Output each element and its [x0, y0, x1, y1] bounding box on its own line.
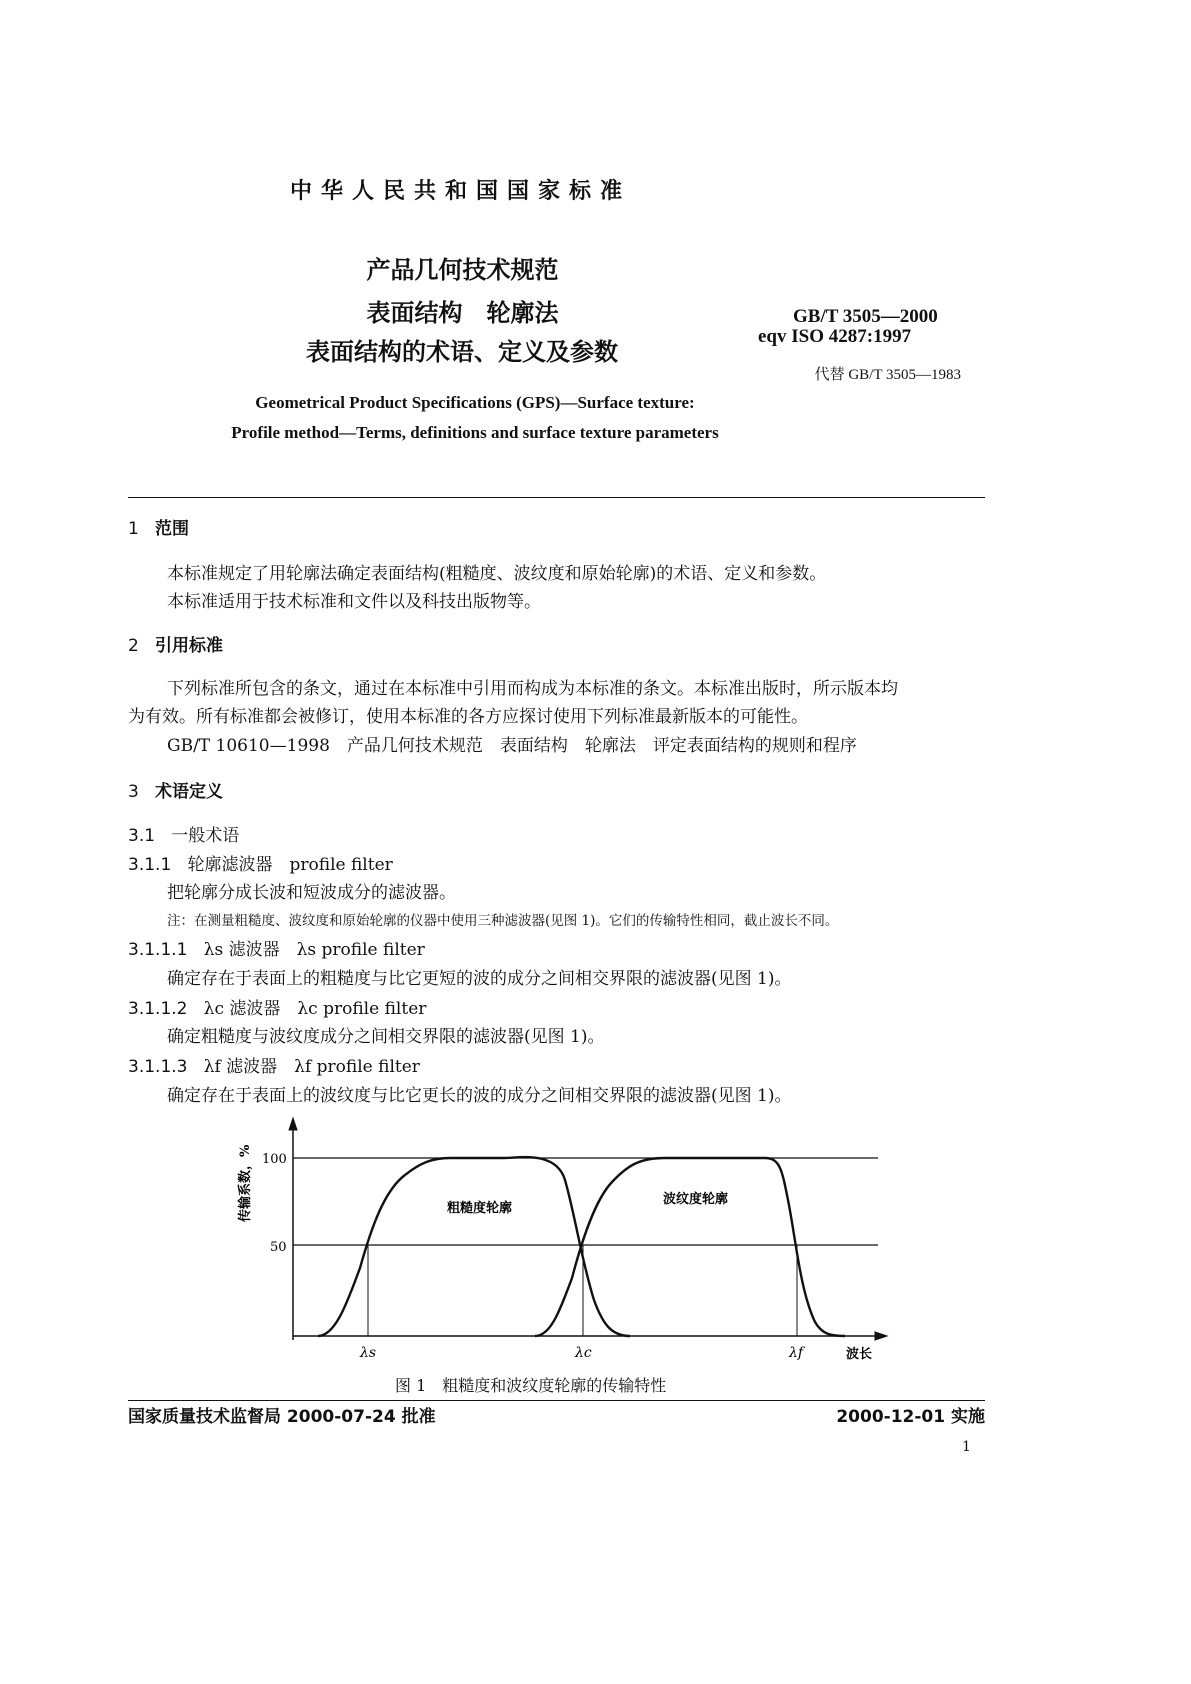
paragraph: 确定粗糙度与波纹度成分之间相交界限的滤波器(见图 1)。 [167, 1027, 605, 1047]
paragraph: 确定存在于表面上的粗糙度与比它更短的波的成分之间相交界限的滤波器(见图 1)。 [167, 969, 792, 989]
x-label-lambda-f: λf [789, 1345, 804, 1361]
english-title-line: Profile method—Terms, definitions and surface texture parameters [231, 423, 719, 442]
y-tick-label: 50 [270, 1240, 287, 1255]
section-heading: 1 范围 [128, 519, 190, 539]
replaces-standard: 代替 GB/T 3505—1983 [814, 367, 961, 383]
paragraph: 确定存在于表面上的波纹度与比它更长的波的成分之间相交界限的滤波器(见图 1)。 [167, 1086, 792, 1106]
english-title-line: Geometrical Product Specifications (GPS)—Surface texture: [255, 393, 695, 412]
paragraph: 本标准适用于技术标准和文件以及科技出版物等。 [167, 592, 541, 612]
paragraph: 下列标准所包含的条文，通过在本标准中引用而构成为本标准的条文。本标准出版时，所示版本均 [167, 679, 898, 699]
x-axis-label: 波长 [846, 1347, 873, 1362]
y-axis-label: 传输系数，% [238, 1144, 253, 1222]
x-label-lambda-c: λc [575, 1345, 592, 1361]
clause-heading: 3.1.1.2 λc 滤波器 λc profile filter [128, 999, 427, 1019]
title-line: 表面结构 轮廓法 [366, 299, 559, 327]
roughness-region-label: 粗糙度轮廓 [447, 1201, 513, 1216]
standard-code: GB/T 3505—2000 [793, 306, 938, 327]
figure-caption: 图 1 粗糙度和波纹度轮廓的传输特性 [395, 1376, 667, 1395]
page-number: 1 [962, 1439, 971, 1455]
effective-date: 2000-12-01 实施 [836, 1407, 985, 1427]
footer-divider [128, 1400, 985, 1401]
equivalent-standard: eqv ISO 4287:1997 [758, 326, 912, 347]
y-tick-label: 100 [262, 1152, 287, 1167]
x-axis-arrow [875, 1332, 887, 1340]
x-label-lambda-s: λs [360, 1345, 377, 1361]
clause-heading: 3.1.1.3 λf 滤波器 λf profile filter [128, 1057, 420, 1077]
approval-date: 国家质量技术监督局 2000-07-24 批准 [128, 1407, 436, 1427]
referenced-standard: GB/T 10610—1998 产品几何技术规范 表面结构 轮廓法 评定表面结构的规则和程序 [167, 736, 857, 756]
paragraph: 把轮廓分成长波和短波成分的滤波器。 [167, 883, 456, 903]
national-standard-heading: 中华人民共和国国家标准 [290, 179, 632, 204]
clause-heading: 3.1 一般术语 [128, 826, 240, 846]
section-heading: 3 术语定义 [128, 782, 224, 802]
waviness-curve [535, 1158, 845, 1336]
clause-heading: 3.1.1 轮廓滤波器 profile filter [128, 855, 393, 875]
section-heading: 2 引用标准 [128, 636, 224, 656]
note: 注：在测量粗糙度、波纹度和原始轮廓的仪器中使用三种滤波器(见图 1)。它们的传输特性相同，截止波长不同。 [167, 913, 839, 929]
paragraph: 为有效。所有标准都会被修订，使用本标准的各方应探讨使用下列标准最新版本的可能性。 [128, 707, 808, 727]
waviness-region-label: 波纹度轮廓 [663, 1192, 729, 1207]
paragraph: 本标准规定了用轮廓法确定表面结构(粗糙度、波纹度和原始轮廓)的术语、定义和参数。 [167, 564, 827, 584]
clause-heading: 3.1.1.1 λs 滤波器 λs profile filter [128, 940, 425, 960]
title-line: 表面结构的术语、定义及参数 [306, 338, 618, 366]
y-axis-arrow [289, 1118, 297, 1130]
title-line: 产品几何技术规范 [366, 256, 559, 284]
